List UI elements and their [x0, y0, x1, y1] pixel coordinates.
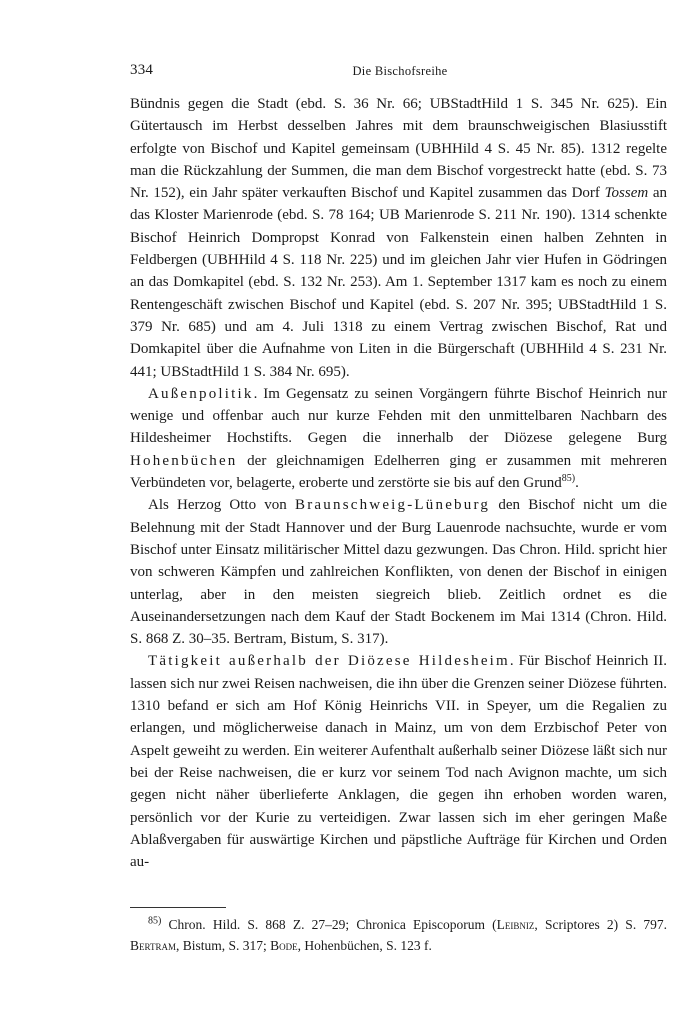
- footnote-text-b: , Scriptores 2) S. 797.: [534, 917, 667, 932]
- paragraph-2-text-b: der gleichnamigen Edelherren ging er zusammen mit mehreren Verbündeten vor, belagerte, eroberte und zerstörte sie bis auf den Grund: [130, 452, 667, 492]
- paragraph-4-text: . Für Bischof Heinrich II. lassen sich nur zwei Reisen nachweisen, die ihn über die Grenzen seiner Diözese führten. 1310 befand er sich am Hof König Heinrichs VII. in Speyer, um die Regalien zu erlangen, und möglicherweise danach in Mainz, um von dem Erzbischof Peter von Aspelt geweiht zu werden. Ein weiterer Aufenthalt außerhalb seiner Diözese läßt sich nur bei der Reise nachweisen, die er kurz vor seinem Tod nach Avignon machte, um sich gegen nicht näher überlieferte Anklagen, die gegen ihn erhoben worden waren, persönlich vor der Kurie zu verteidigen. Zwar lassen sich im eher geringen Maße Ablaßvergaben für auswärtige Kirchen und päpstliche Aufträge für Kirchen und Orden au-: [130, 653, 667, 871]
- footnote-text: [130, 914, 667, 956]
- paragraph-1-rest: an das Kloster Marienrode (ebd. S. 78 164; UB Marienrode S. 211 Nr. 190). 1314 schenkte Bischof Heinrich Dompropst Konrad von Falkenstein einen halben Zehnten in Feldbergen (UBHHild 4 S. 118 Nr. 225) und im gleichen Jahr vier Hufen in Gödringen an das Domkapitel (ebd. S. 132 Nr. 253). Am 1. September 1317 kam es noch zu einem Rentengeschäft zwischen Bischof und Kapitel (ebd. S. 207 Nr. 395; UBStadtHild 1 S. 379 Nr. 685) und am 4. Juli 1318 zu einem Vertrag zwischen Bischof, Rat und Domkapitel über die Aufnahme von Liten in die Bürgerschaft (UBHHild 4 S. 231 Nr. 441; UBStadtHild 1 S. 384 Nr. 695).: [130, 185, 667, 380]
- footnote-divider: [130, 907, 226, 908]
- footnote-number: 85): [148, 915, 162, 927]
- paragraph-3-text-a: Als Herzog Otto von: [148, 497, 296, 514]
- paragraph-2-text-c: .: [575, 475, 579, 492]
- paragraph-3: [130, 494, 667, 650]
- running-title: Die Bischofsreihe: [352, 64, 448, 78]
- section-heading-activity-outside: Tätigkeit außerhalb der Diözese Hildesheim: [148, 653, 510, 670]
- footnote-reference-85[interactable]: 85): [561, 473, 576, 485]
- author-bertram: Bertram: [130, 938, 176, 953]
- page-number: 334: [130, 62, 154, 78]
- author-leibniz: Leibniz: [496, 917, 535, 932]
- paragraph-1-text: Bündnis gegen die Stadt (ebd. S. 36 Nr. 66; UBStadtHild 1 S. 345 Nr. 625). Ein Gütertausch im Herbst desselben Jahres mit dem braunschweigischen Blasiusstift erfolgte von Bischof und Kapitel gemeinsam (UBHHild 4 S. 45 Nr. 85). 1312 regelte man die Rückzahlung der Summen, die man dem Bischof vorgestreckt hatte (ebd. S. 73 Nr. 152), ein Jahr später verkauften Bischof und Kapitel zusammen das Dorf: [130, 96, 667, 202]
- paragraph-2-text-a: . Im Gegensatz zu seinen Vorgängern führte Bischof Heinrich nur wenige und offenbar auch nur kurze Fehden mit den unmittelbaren Nachbarn des Hildesheimer Hochstifts. Gegen die innerhalb der Diözese gelegene Burg: [130, 385, 667, 447]
- paragraph-4: [130, 650, 667, 873]
- author-bode: Bode: [270, 938, 298, 953]
- spaced-name-braunschweig: Braunschweig-Lüneburg: [295, 497, 491, 514]
- main-text: [130, 93, 667, 873]
- footnote-text-d: , Hohenbüchen, S. 123 f.: [297, 938, 432, 953]
- paragraph-3-text-b: den Bischof nicht um die Belehnung mit der Stadt Hannover und der Burg Lauenrode nachsuchte, wurde er vom Bischof unter Einsatz militärischer Mittel dazu gezwungen. Das Chron. Hild. spricht hier von schweren Kämpfen und zahlreichen Konflikten, von denen der Bischof in einigen unterlag, aber in den meisten siegreich blieb. Zeitlich ordnet es die Auseinandersetzungen nach dem Kauf der Stadt Bockenem im Mai 1314 (Chron. Hild. S. 868 Z. 30–35. Bertram, Bistum, S. 317).: [130, 497, 667, 648]
- place-name-italic: Tossem: [604, 185, 649, 202]
- paragraph-2: [130, 383, 667, 494]
- footnote-text-a: Chron. Hild. S. 868 Z. 27–29; Chronica Episcoporum (: [161, 917, 497, 932]
- section-heading-foreign-policy: Außenpolitik: [148, 385, 254, 402]
- footnote-85: [130, 914, 667, 956]
- footnote-text-c: , Bistum, S. 317;: [175, 938, 271, 953]
- spaced-name-hohenbuechen: Hohenbüchen: [130, 452, 238, 469]
- paragraph-1: [130, 93, 667, 383]
